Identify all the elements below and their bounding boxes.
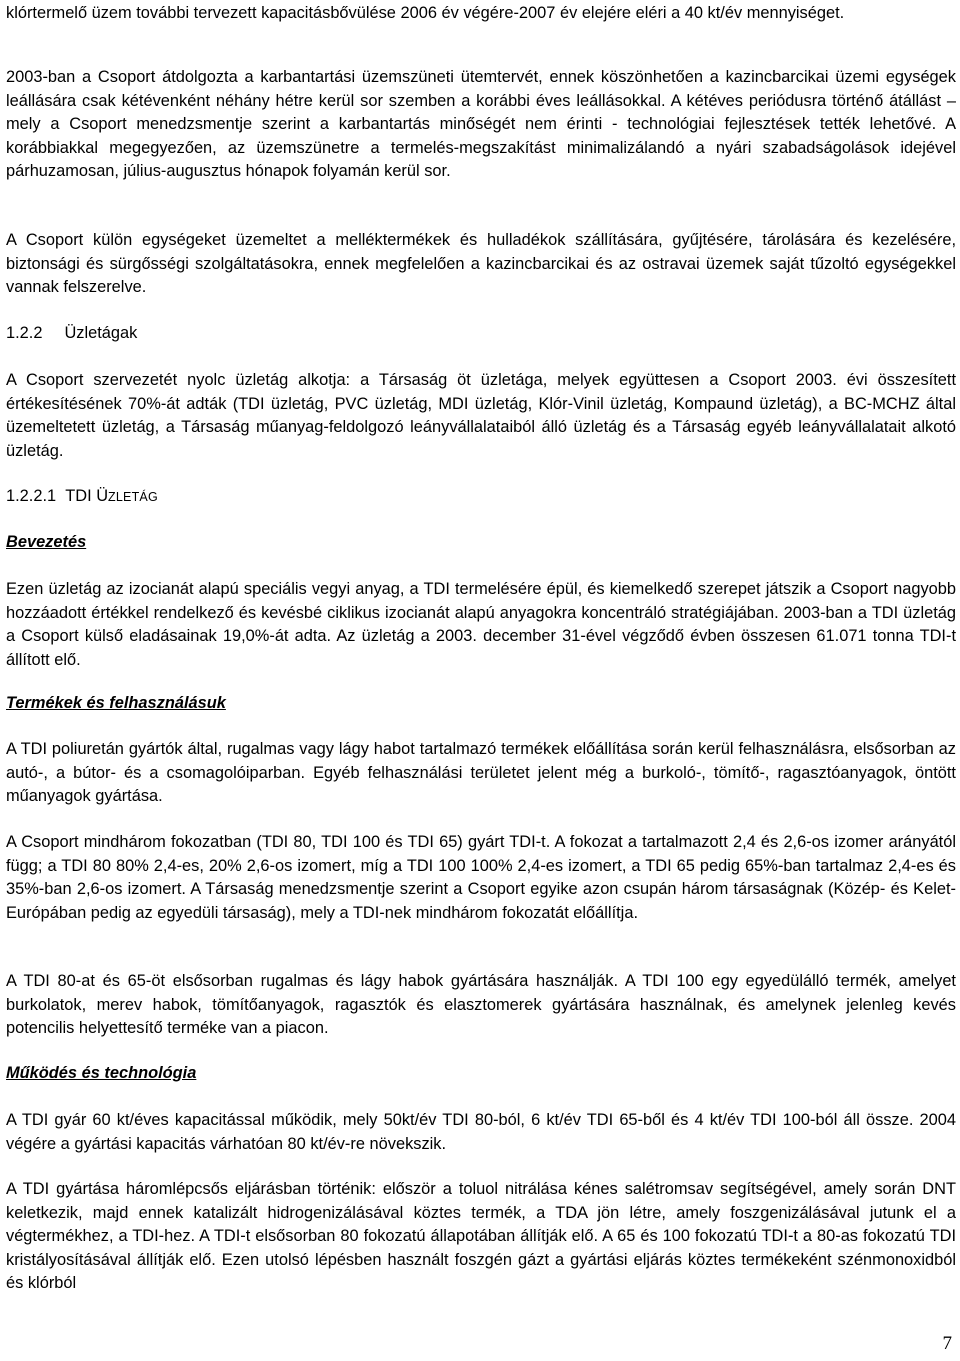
paragraph-units: A Csoport külön egységeket üzemeltet a melléktermékek és hulladékok szállítására, gyűjtésére, tárolására és kezelésére, biztonsági és sürgősségi szolgáltatásokra, ennek megfelelően a kazincbarcikai és az ostravai üzemek saját tűzoltó egységekkel vannak felszerelve. bbox=[6, 231, 956, 297]
subsection-number: 1.2.2.1 bbox=[6, 487, 57, 505]
paragraph-maintenance: 2003-ban a Csoport átdolgozta a karbantartási üzemszüneti ütemtervét, ennek köszönhetően a kazincbarcikai üzemi egységek leállására csak kétévenként néhány hétre kerül sor szemben a korábbi éves leállásokkal. A kétéves periódusra történő átállást – mely a Csoport menedzsmentje szerint a karbantartás minőségét nem érinti - technológiai fejlesztések tették lehetővé. A korábbiakkal megegyezően, az üzemszünetre a termelés-megszakítást minimalizálandó a nyári szabadságolások idejével párhuzamosan, július-augusztus hónapok folyamán kerül sor. bbox=[6, 68, 956, 181]
subsection-prefix: TDI Ü bbox=[65, 487, 109, 505]
subsection-smallcaps: ZLETÁG bbox=[108, 490, 158, 504]
paragraph-capacity-continuation: klórtermelő üzem további tervezett kapacitásbővülése 2006 év végére-2007 év elejére eléri a 40 kt/év mennyiséget. bbox=[6, 4, 845, 22]
paragraph-divisions: A Csoport szervezetét nyolc üzletág alkotja: a Társaság öt üzletága, melyek együttesen a Csoport 2003. évi összesített értékesítésének 70%-át adták (TDI üzletág, PVC üzletág, MDI üzletág, Klór-Vinil üzletág, Kompaund üzletág), a BC-MCHZ által üzemeltetett üzletág, a Társaság műanyag-feldolgozó leányvállalataiból álló üzletág és a Társaság egyéb leányvállalatait alkotó üzletág. bbox=[6, 371, 956, 460]
paragraph-grades: A Csoport mindhárom fokozatban (TDI 80, TDI 100 és TDI 65) gyárt TDI-t. A fokozat a tartalmazott 2,4 és 2,6-os izomer arányától függ; a TDI 80 80% 2,4-es, 20% 2,6-os izomert, míg a TDI 100 100% 2,4-es izomert, a TDI 65 pedig 65%-ban tartalmaz 2,4-es és 35%-ban 2,6-os izomert. A Társaság menedzsmentje szerint a Csoport egyike azon csupán három társaságnak (Közép- és Kelet-Európában pedig az egyedüli társaság), mely a TDI-nek mindhárom fokozatát előállítja. bbox=[6, 833, 956, 922]
paragraph-operation: A TDI gyár 60 kt/éves kapacitással működik, mely 50kt/év TDI 80-ból, 6 kt/év TDI 65-ből és 4 kt/év TDI 100-ból áll össze. 2004 végére a gyártási kapacitás várhatóan 80 kt/év-re növekszik. bbox=[6, 1111, 956, 1153]
heading-termekek: Termékek és felhasználásuk bbox=[6, 694, 226, 712]
heading-bevezetes: Bevezetés bbox=[6, 533, 87, 551]
paragraph-introduction: Ezen üzletág az izocianát alapú speciális vegyi anyag, a TDI termelésére épül, és kiemelkedő szerepet játszik a Csoport nagyobb hozzáadott értékkel rendelkező és kevésbé ciklikus izocianát alapú anyagokra koncentráló stratégiájában. 2003-ban a TDI üzletág a Csoport külső eladásainak 19,0%-át adta. Az üzletág a 2003. december 31-ével végződő évben összesen 61.071 tonna TDI-t állított elő. bbox=[6, 580, 956, 669]
subsection-heading bbox=[6, 485, 158, 510]
paragraph-products: A TDI poliuretán gyártók által, rugalmas vagy lágy habot tartalmazó termékek előállítása során kerül felhasználásra, elsősorban az autó-, a bútor- és a csomagolóiparban. Egyéb felhasználási területet jelent még a burkoló-, tömítő-, ragasztóanyagok, öntött műanyagok gyártása. bbox=[6, 740, 956, 806]
heading-mukodes: Működés és technológia bbox=[6, 1064, 197, 1082]
section-number: 1.2.2 bbox=[6, 324, 43, 342]
paragraph-uses: A TDI 80-at és 65-öt elsősorban rugalmas és lágy habok gyártására használják. A TDI 100 egy egyedülálló termék, amelyet burkolatok, merev habok, tömítőanyagok, ragasztók és elasztomerek gyártására használnak, és amelynek jelenleg kevés potencilis helyettesítő terméke van a piacon. bbox=[6, 972, 956, 1038]
section-title: Üzletágak bbox=[64, 324, 138, 342]
paragraph-technology: A TDI gyártása háromlépcsős eljárásban történik: először a toluol nitrálása kénes salétromsav segítségével, amely során DNT keletkezik, majd ennek katalizált hidrogenizálásával köztes termék, a TDA jön létre, amely foszgenizálásával jutunk el a végtermékhez, a TDI-hez. A TDI-t elsősorban 80 fokozatú állapotában állítják elő. A 65 és 100 fokozatú TDI-t a 80-as fokozatú TDI kristályosításával állítják elő. Ezen utolsó lépésben használt foszgén gázt a gyártási eljárás köztes termékeként szénmonoxidból és klórból bbox=[6, 1180, 956, 1293]
page-number: 7 bbox=[942, 1333, 952, 1354]
section-heading bbox=[6, 322, 137, 346]
